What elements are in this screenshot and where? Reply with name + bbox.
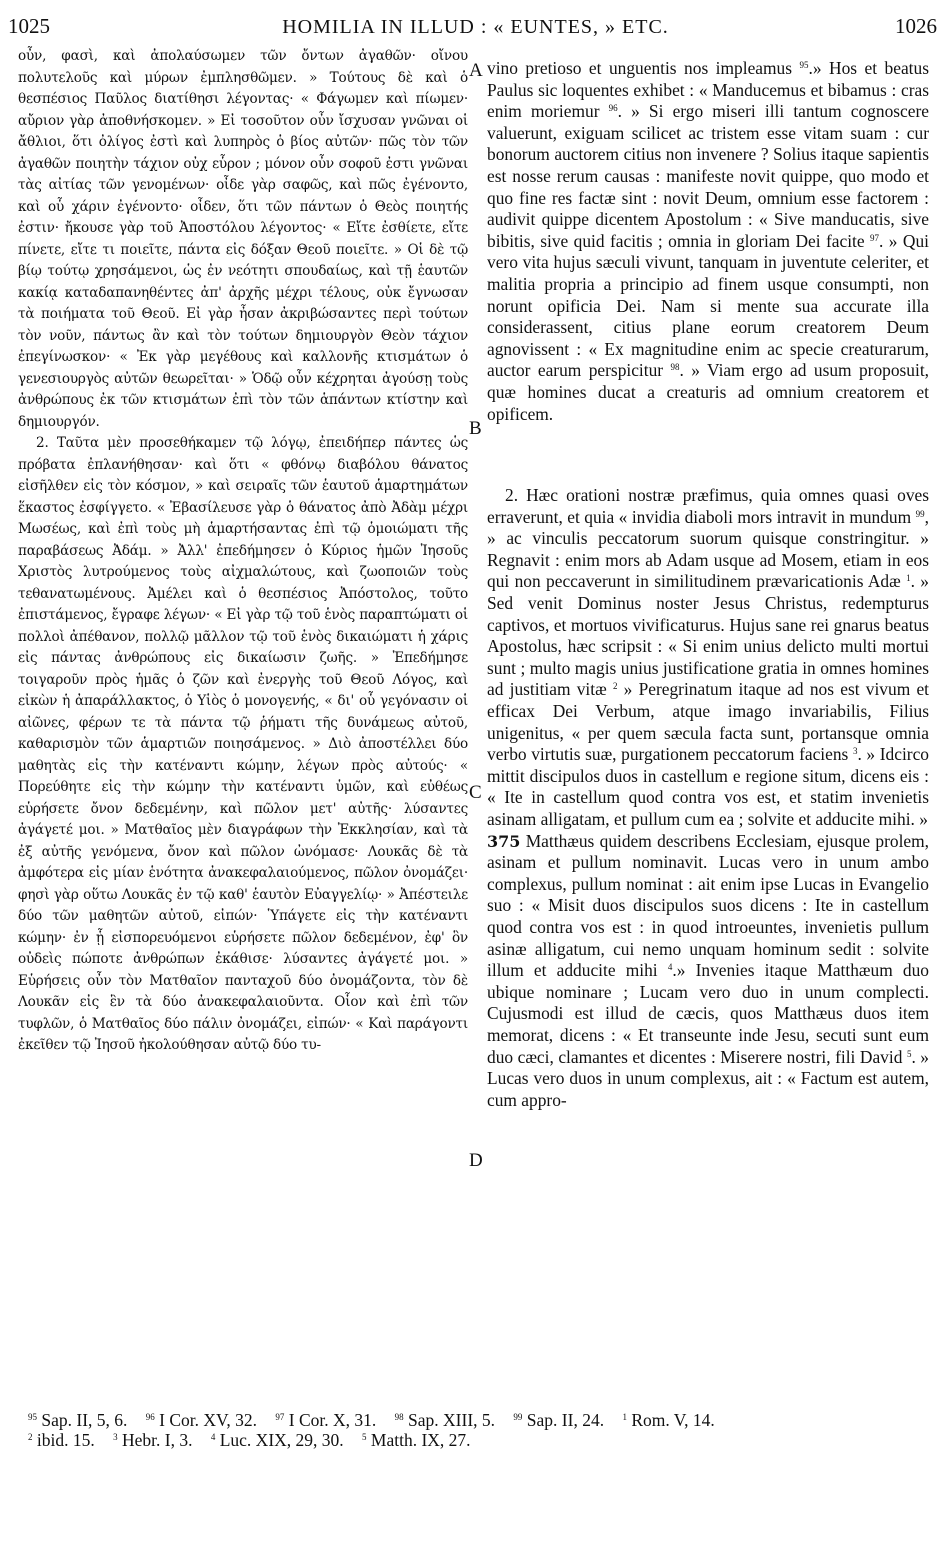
page-number-left: 1025 xyxy=(8,14,50,38)
footnote: $^{95}$ Sap. II, 5, 6. xyxy=(28,1410,128,1430)
greek-paragraph-1: οὖν, φασὶ, καὶ ἀπολαύσωμεν τῶν ὄντων ἀγαθῶν· οἴνου πολυτελοῦς καὶ μύρων ἐμπλησθῶμεν. » Τούτους δὲ καὶ ὁ θεσπέσιος Παῦλος διατίθησι λέγοντας· « Φάγωμεν καὶ πίωμεν· αὔριον γὰρ ἀποθνήσκομεν. » Εἰ τοσοῦτον οὖν ἴσχυσαν γνῶναι οἱ ἄθλιοι, ὅτι ὀλίγος ἐστὶ καὶ λυπηρὸς ὁ βίος αὐτῶν· πῶς τὸν τῶν ἀγαθῶν ποιητὴν τάχιον οὐχ εὗρον ; μόνον οὖν σοφοῦ ἐστι γνῶναι τὰς αἰτίας τῶν γενομένων· οἶδε γὰρ σαφῶς, καὶ πῶς ἐγένοντο, καὶ οὗ χάριν ἐγένοντο· οἶδεν, ὅτι τῶν πάντων ὁ Θεὸς ποιητής ἐστιν· ἤκουσε γὰρ τοῦ Ἀποστόλου λέγοντος· « Εἴτε ἐσθίετε, εἴτε πίνετε, εἴτε τι ποιεῖτε, πάντα εἰς δόξαν Θεοῦ ποιεῖτε. » Οἱ δὲ τῷ βίῳ τούτῳ χρησάμενοι, ὡς ἐν νεότητι σπουδαίως, καὶ τῇ ἑαυτῶν κακίᾳ καταδαπανηθέντες ἀπ' ἀρχῆς μέχρι τέλους, οὐκ ἔγνωσαν τὰ ποιήματα τοῦ Θεοῦ. Εἰ γὰρ ἦσαν ἀκριβώσαντες περὶ τούτων τὸν νοῦν, πάντως ἂν καὶ τὸν τούτων δημιουργὸν Θεὸν τάχιον ἐπεγίνωσκον· « Ἐκ γὰρ μεγέθους καὶ καλλονῆς κτισμάτων ὁ γενεσιουργὸς αὐτῶν θεωρεῖται· » Ὁδῷ οὖν κέχρηται ἀγούσῃ τοὺς ἀνθρώπους ἐκ τῶν κτισμάτων ἐπὶ τὸν τῶν ἁπάντων κτίστην καὶ δημιουργόν. xyxy=(18,48,468,430)
section-marker-c: C xyxy=(469,782,482,803)
footnote-ref-1: 1 xyxy=(906,573,911,584)
footnote: $^{96}$ I Cor. XV, 32. xyxy=(145,1410,258,1430)
footnote: $^1$ Rom. V, 14. xyxy=(622,1410,715,1430)
footnote: $^{97}$ I Cor. X, 31. xyxy=(275,1410,377,1430)
footnote-line-1 xyxy=(28,1410,928,1430)
footnote-ref-3: 3 xyxy=(852,746,858,757)
section-marker-a: A xyxy=(469,60,483,81)
column-number: 375 xyxy=(487,831,521,851)
footnote-ref-2: 2 xyxy=(612,681,618,692)
latin-column xyxy=(487,58,929,1111)
footnote-ref-4: 4 xyxy=(667,962,673,973)
latin-paragraph-2: 2. Hæc orationi nostræ præfimus, quia omnes quasi oves erraverunt, et quia « invidia diaboli mors intravit in mundum $^{99}$, » ac vinculis peccatorum suorum quisque constringitur. » Regnavit : enim mors ab Adam usque ad Mosem, etiam in eos qui non peccaverunt in similitudinem prævaricationis Adæ $^1$. » Sed venit Dominus noster Jesus Christus, redempturus captivos, et mortuos vivificaturus. Hujus sane rei gnarus beatus Apostolus, hæc scripsit : « Si enim unius delicto multi mortui sunt ; multo magis unius justificatione gratia in omnes homines ad justitiam vitæ $^2$ » Peregrinatum itaque ad nos est vivum et efficax Dei Verbum, atque imago invariabilis, Filius unigenitus, « per quem sæcula facta sunt, portansque omnia verbo virtutis suæ, purgationem peccatorum faciens $^3$. » Idcirco mittit discipulos duos in castellum e regione situm, dicens eis : « Ite in castellum quod contra vos est, et statim invenietis asinam alligatam, et pullum cum ea ; solvite et adducite mihi. » 375 Matthæus quidem describens Ecclesiam, ejusque prolem, asinam et pullum nominavit. Lucas vero in unum ambo complexus, pullum nominat : ait enim ipse Lucas in Evangelio suo : « Misit duos discipulos suos dicens : Ite in castellum quod contra vos est : in quod introeuntes, invenietis pullum asinæ alligatum, cui nemo unquam hominum sedit : solvite illum et adducite mihi $^4$.» Invenies itaque Matthæum duo ubique nominare ; Lucam vero duo in unum complecti. Cujusmodi est illud de cæcis, quos Matthæus duos item memorat, dicens : « Et transeunte inde Jesu, secuti sunt eum duo cæci, clamantes et dicentes : Miserere nostri, fili David $^5$. » Lucas vero duos in unum complexus, ait : « Factum est autem, cum appro- xyxy=(487,485,930,1110)
footnote: $^3$ Hebr. I, 3. xyxy=(113,1430,193,1450)
running-title: HOMILIA IN ILLUD : « EUNTES, » ETC. xyxy=(282,16,669,38)
footnote-line-2 xyxy=(28,1430,928,1450)
footnote-ref-97: 97 xyxy=(870,232,880,243)
footnote: $^{99}$ Sap. II, 24. xyxy=(513,1410,605,1430)
footnote: $^2$ ibid. 15. xyxy=(28,1430,95,1450)
footnote-ref-95: 95 xyxy=(799,60,809,70)
footnote: $^5$ Matth. IX, 27. xyxy=(362,1430,471,1450)
section-marker-d: D xyxy=(469,1150,483,1171)
footnote-ref-5: 5 xyxy=(906,1048,912,1059)
page-number-right: 1026 xyxy=(895,14,937,38)
greek-paragraph-2: 2. Ταῦτα μὲν προσεθήκαμεν τῷ λόγῳ, ἐπειδήπερ πάντες ὡς πρόβατα ἐπλανήθησαν· καὶ ὅτι « φθόνῳ διαβόλου θάνατος εἰσῆλθεν εἰς τὸν κόσμον, » καὶ σειραῖς τῶν ἑαυτοῦ ἁμαρτημάτων ἕκαστος ἐσφίγγετο. « Ἐβασίλευσε γὰρ ὁ θάνατος ἀπὸ Ἀδὰμ μέχρι Μωσέως, καὶ ἐπὶ τοὺς μὴ ἁμαρτήσαντας ἐπὶ τῷ ὁμοιώματι τῆς παραβάσεως Ἀδάμ. » Ἀλλ' ἐπεδήμησεν ὁ Κύριος ἡμῶν Ἰησοῦς Χριστὸς λυτρούμενος τοὺς αἰχμαλώτους, καὶ ζωοποιῶν τοὺς τεθανατωμένους. Ἀμέλει καὶ ὁ θεσπέσιος Ἀπόστολος, τοῦτο ἐπιστάμενος, ἔγραφε λέγων· « Εἰ γὰρ τῷ τοῦ ἑνὸς παραπτώματι οἱ πολλοὶ ἀπέθανον, πολλῷ μᾶλλον τῷ τοῦ ἑνὸς δικαιώματι ἡ χάρις εἰς πάντας ἀνθρώπους εἰς δικαίωσιν ζωῆς. » Ἐπεδήμησε τοιγαροῦν πρὸς ἡμᾶς ὁ ζῶν καὶ ἐνεργὴς τοῦ Θεοῦ Λόγος, καὶ εἰκὼν ἡ ἀπαράλλακτος, ὁ Υἱὸς ὁ μονογενής, « δι' οὗ γεγόνασιν οἱ αἰῶνες, φέρων τε τὰ πάντα τῷ ῥήματι τῆς δυνάμεως αὐτοῦ, καθαρισμὸν τῶν ἁμαρτιῶν ποιησάμενος. » Διὸ ἀποστέλλει δύο μαθητὰς εἰς τὴν κατέναντι κώμην, λέγων πρὸς αὐτούς· « Πορεύθητε εἰς τὴν κώμην τὴν κατέναντι ὑμῶν, καὶ εὐθέως εὑρήσετε ὄνον δεδεμένην, καὶ πῶλον μετ' αὐτῆς· λύσαντες ἀγάγετέ μοι. » Ματθαῖος μὲν διαγράφων τὴν Ἐκκλησίαν, καὶ τὰ ἐξ αὐτῆς γενόμενα, ὄνον καὶ πῶλον ὠνόμασε· Λουκᾶς δὲ τὰ ἀμφότερα εἰς μίαν ἑνότητα ἀνακεφαλαιούμενος, πῶλον ὀνομάζει· φησὶ γὰρ οὕτω Λουκᾶς ἐν τῷ καθ' ἑαυτὸν Εὐαγγελίῳ· » Ἀπέστειλε δύο τῶν μαθητῶν αὐτοῦ, εἰπών· Ὑπάγετε εἰς τὴν κατέναντι κώμην· ἐν ᾗ εἰσπορευόμενοι εὑρήσετε πῶλον δεδεμένον, ἐφ' ὃν οὐδεὶς πώποτε ἀνθρώπων ἐκάθισε· λύσαντες ἀγάγετέ μοι. » Εὑρήσεις οὖν τὸν Ματθαῖον πανταχοῦ δύο ὀνομάζοντα, τὸν δὲ Λουκᾶν εἰς ἓν τὰ δύο ἀνακεφαλαιοῦντα. Οἷον καὶ ἐπὶ τῶν τυφλῶν, ὁ Ματθαῖος δύο πάλιν ὀνομάζει, εἰπών· « Καὶ παράγοντι ἐκεῖθεν τῷ Ἰησοῦ ἠκολούθησαν αὐτῷ δύο τυ- xyxy=(18,435,468,1053)
footnotes xyxy=(28,1410,928,1450)
footnote-ref-99: 99 xyxy=(915,508,925,519)
section-marker-b: B xyxy=(469,418,482,439)
latin-paragraph-1: vino pretioso et unguentis nos impleamus $^{95}$.» Hos et beatus Paulus sic loquentes exhibet : « Manducemus et bibamus : cras enim moriemur $^{96}$. » Si ergo miseri illi tantum cognoscere valuerunt, exiguam scilicet ac tristem esse vitam suam : cur bonorum auctorem citius non invenere ? Solius itaque sapientis est nosse rerum causas : manifeste novit quippe, quo modo et quo fine res factæ sint : novit Deum, omnium esse factorem : audivit quippe dicentem Apostolum : « Sive manducatis, sive bibitis, sive quid facitis ; omnia in gloriam Dei facite $^{97}$. » Qui vero vita hujus sæculi vivunt, tanquam in juventute celeriter, et malitia propria a principio ad finem usque consumpti, non norunt opificia Dei. Nam si mente sua accurate illa considerassent, citius plane eorum creatorem Deum agnovissent : « Ex magnitudine enim ac specie creaturarum, auctor earum perspicitur $^{98}$. » Viam ergo ad usum proposuit, quæ homines ducat a creaturis ad omnium creatorem et opificem. xyxy=(487,58,930,424)
greek-column xyxy=(18,46,468,1057)
footnote: $^{98}$ Sap. XIII, 5. xyxy=(394,1410,496,1430)
footnote: $^4$ Luc. XIX, 29, 30. xyxy=(210,1430,344,1450)
footnote-ref-98: 98 xyxy=(670,362,680,373)
footnote-ref-96: 96 xyxy=(608,103,618,114)
page-header xyxy=(8,14,943,44)
